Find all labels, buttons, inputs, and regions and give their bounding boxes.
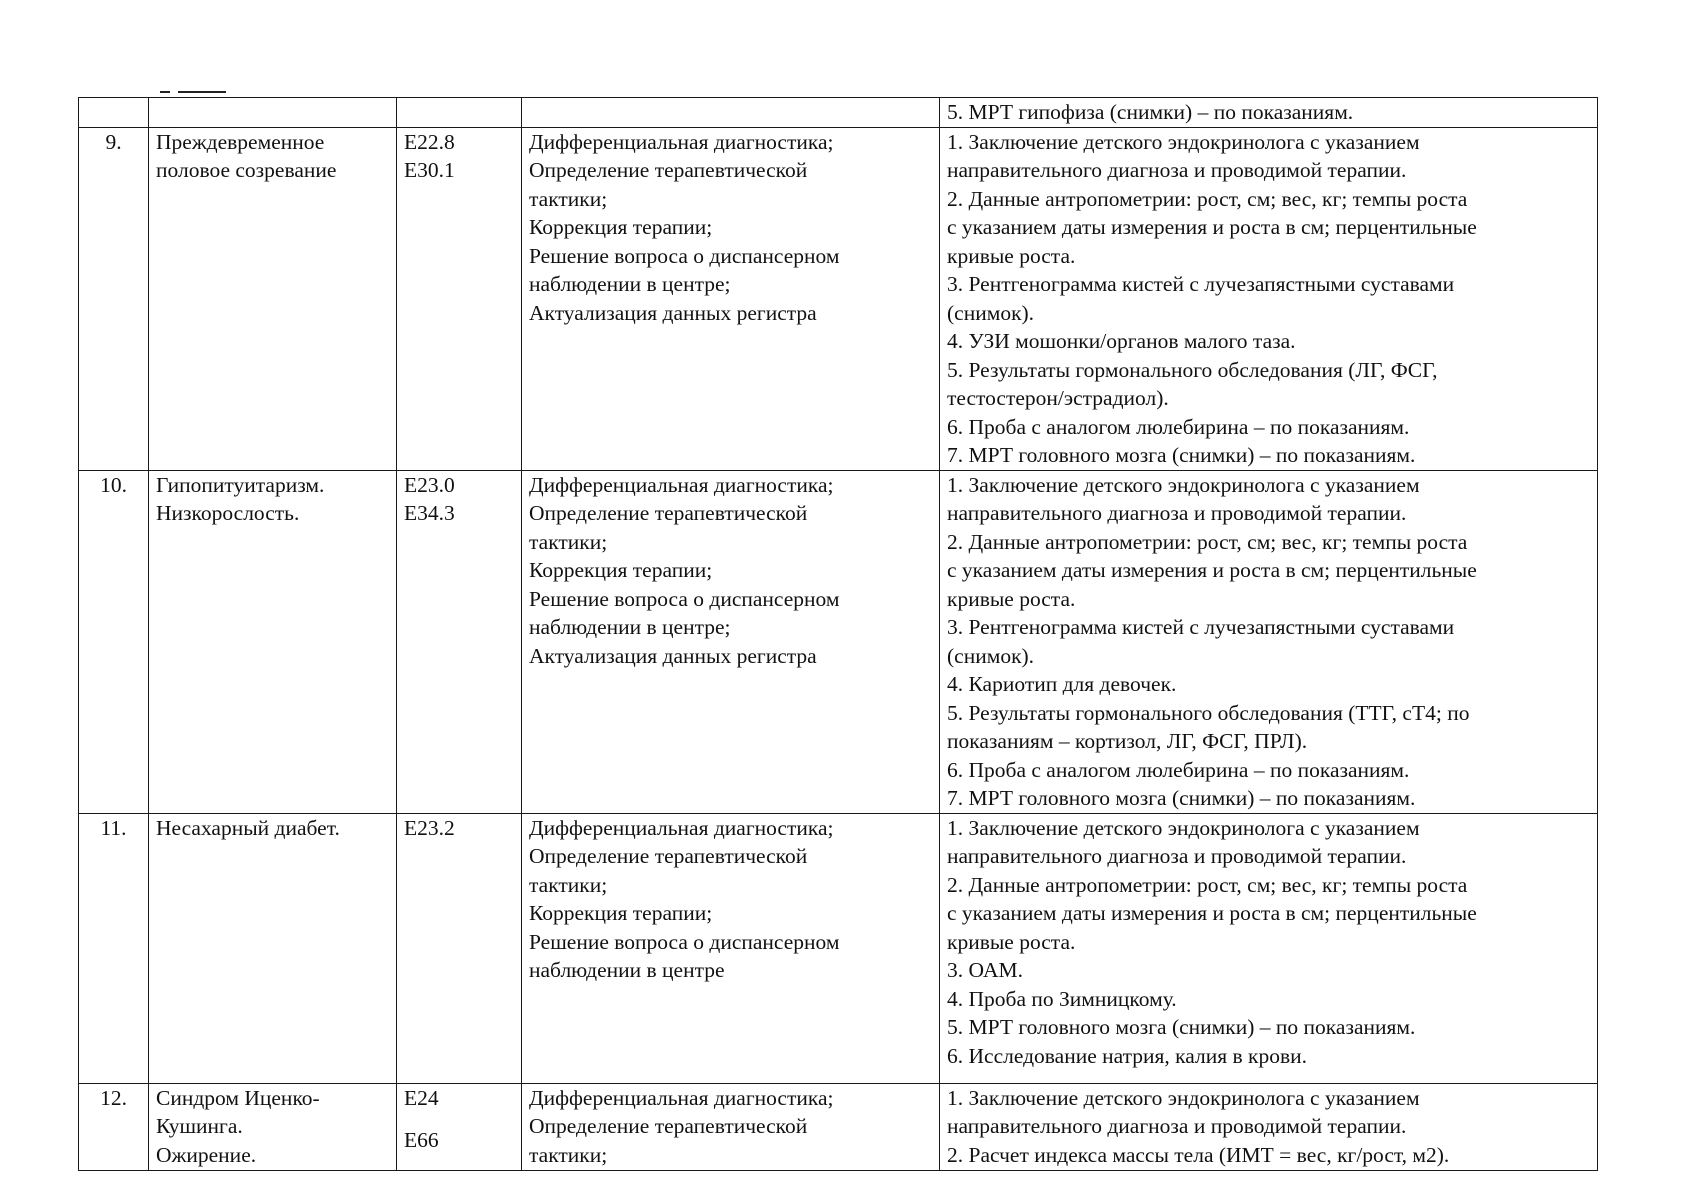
goal-line: Дифференциальная диагностика; [529,129,834,154]
diagnosis-line: Гипопитуитаризм. [156,472,325,497]
diagnosis-line: Кушинга. [156,1114,243,1138]
requirement-line: (снимок). [947,300,1035,325]
requirement-line: 1. Заключение детского эндокринолога с указанием [947,1085,1420,1110]
goal-line: наблюдении в центре; [529,615,731,639]
requirement-line: кривые роста. [947,929,1076,954]
requirement-line: 3. Рентгенограмма кистей с лучезапястными суставами [947,615,1455,639]
goals-cell [522,127,940,470]
goal-line: Определение терапевтической [529,844,808,868]
diagnosis-cell [149,470,397,813]
goal-line: Коррекция терапии; [529,215,713,239]
code-spacer [404,1112,517,1126]
icd-code: E22.8 [404,129,455,154]
goals-cell [522,1083,940,1170]
goal-line: тактики; [529,1142,608,1167]
requirement-line: 7. МРТ головного мозга (снимки) – по показаниям. [947,443,1416,467]
requirement-line: 5. МРТ гипофиза (снимки) – по показаниям. [947,100,1354,124]
goal-line: Коррекция терапии; [529,901,713,925]
goal-line: Актуализация данных регистра [529,643,817,668]
icd-code: E24 [404,1085,439,1110]
requirement-line: 3. ОАМ. [947,958,1023,982]
requirement-line: направительного диагноза и проводимой терапии. [947,1114,1407,1138]
requirement-line: 6. Проба с аналогом люлебирина – по показаниям. [947,414,1410,439]
icd-code-cell [397,127,522,470]
goal-line: тактики; [529,872,608,897]
requirement-line: 4. УЗИ мошонки/органов малого таза. [947,329,1296,353]
goals-cell [522,813,940,1083]
requirement-line: кривые роста. [947,243,1076,268]
diagnosis-line: Синдром Иценко- [156,1085,320,1110]
goal-line: Дифференциальная диагностика; [529,1085,834,1110]
cell-codes [397,98,522,128]
diagnosis-line: Низкорослость. [156,501,300,525]
goal-line: наблюдении в центре [529,958,725,982]
goal-line: Определение терапевтической [529,501,808,525]
requirement-line: 1. Заключение детского эндокринолога с указанием [947,815,1420,840]
diagnosis-line: Преждевременное [156,129,325,154]
goal-line: Решение вопроса о диспансерном [529,243,840,268]
requirement-line: тестостерон/эстрадиол). [947,386,1169,410]
goal-line: Решение вопроса о диспансерном [529,929,840,954]
goal-line: Решение вопроса о диспансерном [529,586,840,611]
requirement-line: направительного диагноза и проводимой терапии. [947,158,1407,182]
diagnosis-line: половое созревание [156,158,337,182]
requirement-line: 1. Заключение детского эндокринолога с указанием [947,472,1420,497]
requirements-cell [940,127,1598,470]
requirement-line: 2. Расчет индекса массы тела (ИМТ = вес, кг/рост, м2). [947,1142,1450,1167]
icd-code-cell [397,1083,522,1170]
goal-line: наблюдении в центре; [529,272,731,296]
requirement-line: 5. Результаты гормонального обследования (ТТГ, сТ4; по [947,700,1470,725]
goal-line: Определение терапевтической [529,158,808,182]
requirement-line: 5. Результаты гормонального обследования (ЛГ, ФСГ, [947,357,1438,382]
requirements-cell [940,470,1598,813]
diagnosis-line: Несахарный диабет. [156,815,340,840]
goal-line: Дифференциальная диагностика; [529,815,834,840]
requirement-line: с указанием даты измерения и роста в см; перцентильные [947,215,1477,239]
goal-line: Коррекция терапии; [529,558,713,582]
requirement-line: 2. Данные антропометрии: рост, см; вес, кг; темпы роста [947,529,1468,554]
table-row-11 [79,813,1598,1083]
requirement-line: с указанием даты измерения и роста в см; перцентильные [947,558,1477,582]
row-number: 12. [79,1083,149,1170]
cell-diagnosis [149,98,397,128]
requirement-line: (снимок). [947,643,1035,668]
table-row-10 [79,470,1598,813]
requirement-line: 4. Проба по Зимницкому. [947,986,1177,1011]
requirement-line: 7. МРТ головного мозга (снимки) – по показаниям. [947,786,1416,810]
goal-line: тактики; [529,529,608,554]
requirement-line: 2. Данные антропометрии: рост, см; вес, кг; темпы роста [947,872,1468,897]
requirement-line: направительного диагноза и проводимой терапии. [947,501,1407,525]
referral-requirements-table [78,97,1598,1171]
requirement-line: 4. Кариотип для девочек. [947,672,1177,696]
table-row-continuation [79,98,1598,128]
table-row-12 [79,1083,1598,1170]
cell-goals [522,98,940,128]
table-row-9 [79,127,1598,470]
icd-code-cell [397,813,522,1083]
requirement-line: показаниям – кортизол, ЛГ, ФСГ, ПРЛ). [947,729,1308,753]
icd-code-cell [397,470,522,813]
requirement-line: 1. Заключение детского эндокринолога с указанием [947,129,1420,154]
scan-artifact [160,91,170,93]
goal-line: Определение терапевтической [529,1114,808,1138]
requirement-line: 6. Проба с аналогом люлебирина – по показаниям. [947,757,1410,782]
cell-num [79,98,149,128]
icd-code: E23.0 [404,472,455,497]
diagnosis-cell [149,813,397,1083]
diagnosis-cell [149,1083,397,1170]
requirements-cell [940,1083,1598,1170]
goal-line: Дифференциальная диагностика; [529,472,834,497]
requirement-line: 2. Данные антропометрии: рост, см; вес, кг; темпы роста [947,186,1468,211]
requirement-line: кривые роста. [947,586,1076,611]
requirement-line: с указанием даты измерения и роста в см; перцентильные [947,901,1477,925]
cell-requirements [940,98,1598,128]
diagnosis-cell [149,127,397,470]
goal-line: тактики; [529,186,608,211]
icd-code: E23.2 [404,815,455,840]
icd-code: E66 [404,1128,439,1152]
row-number: 10. [79,470,149,813]
row-number: 9. [79,127,149,470]
goal-line: Актуализация данных регистра [529,300,817,325]
goals-cell [522,470,940,813]
diagnosis-line: Ожирение. [156,1142,257,1167]
icd-code: E30.1 [404,158,455,182]
requirement-line: 6. Исследование натрия, калия в крови. [947,1043,1308,1068]
requirement-line: направительного диагноза и проводимой терапии. [947,844,1407,868]
requirement-line: 3. Рентгенограмма кистей с лучезапястными суставами [947,272,1455,296]
row-number: 11. [79,813,149,1083]
requirement-line: 5. МРТ головного мозга (снимки) – по показаниям. [947,1015,1416,1039]
scan-artifact [178,91,226,93]
icd-code: E34.3 [404,501,455,525]
requirements-cell [940,813,1598,1083]
